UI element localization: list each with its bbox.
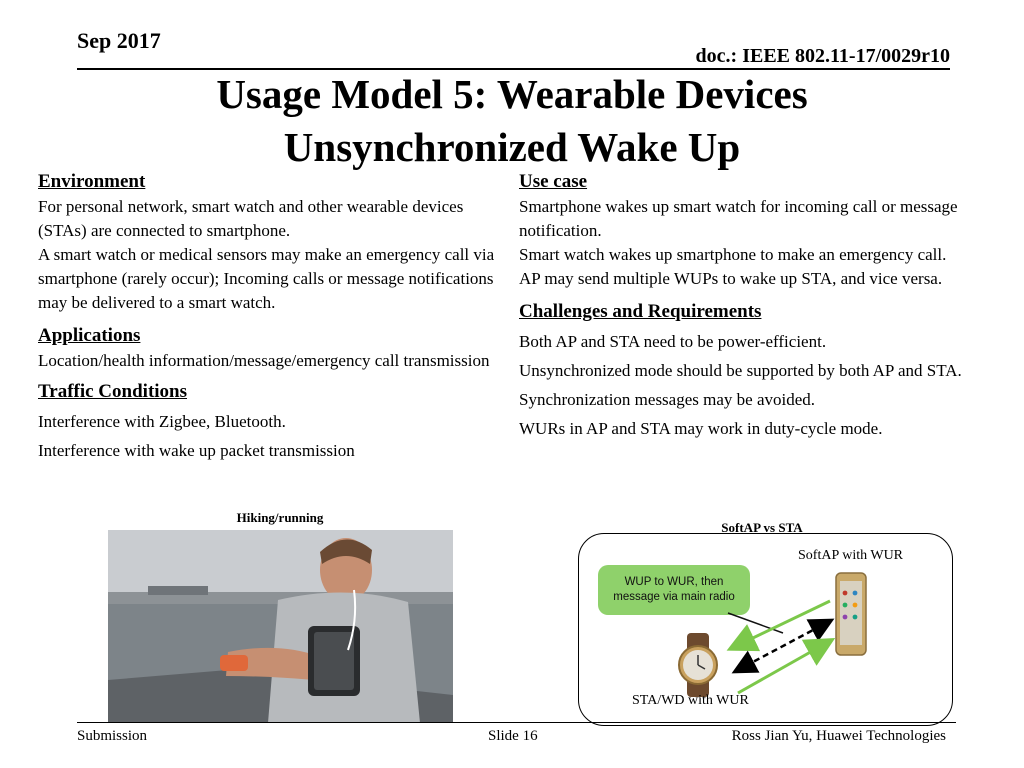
traffic-text-2: Interference with wake up packet transmission xyxy=(38,441,355,460)
use-case-heading: Use case xyxy=(519,171,588,192)
challenges-text-2: Unsynchronized mode should be supported by both AP and STA. xyxy=(519,361,962,380)
environment-heading: Environment xyxy=(38,171,146,192)
wup-callout: WUP to WUR, then message via main radio xyxy=(598,565,750,615)
slide-title-line2: Unsynchronized Wake Up xyxy=(283,124,741,170)
footer-divider xyxy=(77,722,956,723)
main-radio-arrow xyxy=(736,621,830,671)
header-doc-id: doc.: IEEE 802.11-17/0029r10 xyxy=(695,45,950,67)
footer-slide-number: Slide 16 xyxy=(488,728,538,744)
softap-label: SoftAP with WUR xyxy=(798,548,904,563)
footer-submission: Submission xyxy=(77,728,148,744)
use-case-text-1: Smartphone wakes up smart watch for incoming call or message notification. xyxy=(519,197,958,240)
smartphone-icon xyxy=(836,573,866,655)
diagram-caption: SoftAP vs STA xyxy=(721,520,803,535)
callout-pointer xyxy=(728,613,783,633)
environment-text-2: A smart watch or medical sensors may make an emergency call via smartphone (rarely occur); Incoming calls or message notifications may be delivered to a smart watch. xyxy=(38,245,495,312)
use-case-text-3: AP may send multiple WUPs to wake up STA, and vice versa. xyxy=(519,269,943,288)
environment-text-1: For personal network, smart watch and other wearable devices (STAs) are connected to smartphone. xyxy=(38,197,464,240)
applications-heading: Applications xyxy=(38,325,141,346)
smartwatch-icon xyxy=(679,633,717,697)
footer-author: Ross Jian Yu, Huawei Technologies xyxy=(731,728,946,744)
wup-arrow-to-ap xyxy=(738,641,830,693)
runner-photo xyxy=(108,530,453,723)
applications-text: Location/health information/message/emergency call transmission xyxy=(38,351,490,370)
header-date: Sep 2017 xyxy=(77,28,161,53)
slide-title-line1: Usage Model 5: Wearable Devices xyxy=(216,71,808,117)
challenges-text-4: WURs in AP and STA may work in duty-cycle mode. xyxy=(519,419,883,438)
wup-arrow-to-sta xyxy=(732,601,830,648)
traffic-heading: Traffic Conditions xyxy=(38,381,188,402)
challenges-text-1: Both AP and STA need to be power-efficient. xyxy=(519,332,827,351)
traffic-text-1: Interference with Zigbee, Bluetooth. xyxy=(38,412,286,431)
sta-label: STA/WD with WUR xyxy=(632,693,749,708)
use-case-text-2: Smart watch wakes up smartphone to make an emergency call. xyxy=(519,245,947,264)
right-column xyxy=(519,169,969,441)
challenges-text-3: Synchronization messages may be avoided. xyxy=(519,390,816,409)
left-column xyxy=(38,169,508,463)
photo-caption: Hiking/running xyxy=(236,510,324,525)
challenges-heading: Challenges and Requirements xyxy=(519,301,762,322)
